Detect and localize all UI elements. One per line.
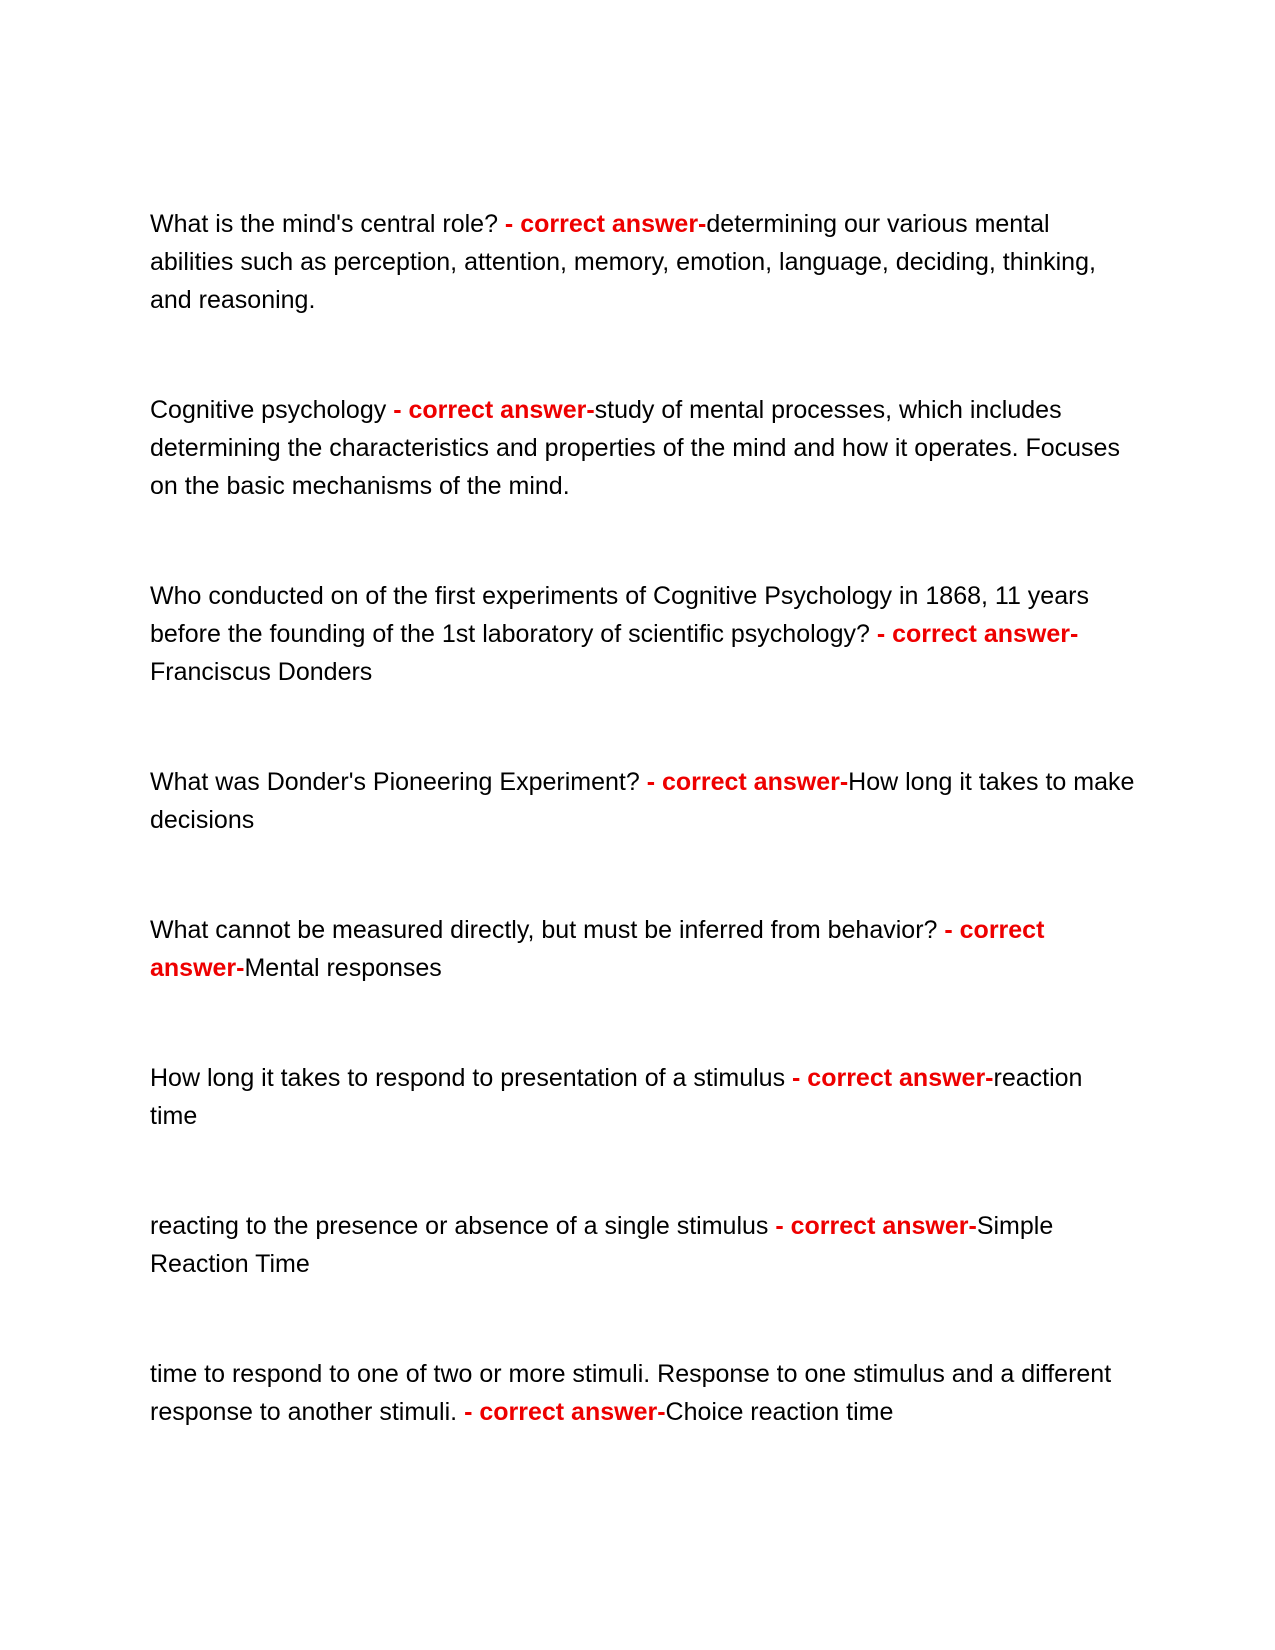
question-text: Who conducted on of the first experiments of Cognitive Psychology in 1868, 11 years before the founding of the 1st laboratory of scientific psychology? bbox=[150, 582, 1089, 648]
answer-text: Choice reaction time bbox=[665, 1398, 894, 1426]
correct-answer-marker: - correct answer- bbox=[464, 1398, 666, 1426]
answer-text: Mental responses bbox=[244, 954, 442, 982]
correct-answer-marker: - correct answer- bbox=[504, 210, 707, 238]
qa-item bbox=[150, 1059, 1135, 1135]
document-page bbox=[150, 205, 1135, 1503]
answer-text: How long it takes to make decisions bbox=[150, 768, 1135, 834]
answer-text: Franciscus Donders bbox=[150, 658, 373, 686]
answer-text: Simple Reaction Time bbox=[150, 1212, 1054, 1278]
correct-answer-marker: - correct answer- bbox=[775, 1212, 977, 1240]
correct-answer-marker: - correct answer- bbox=[876, 620, 1079, 648]
qa-item bbox=[150, 1355, 1135, 1431]
correct-answer-marker: - correct answer- bbox=[792, 1064, 994, 1092]
question-text: How long it takes to respond to presentation of a stimulus bbox=[150, 1064, 793, 1092]
qa-item bbox=[150, 577, 1135, 691]
correct-answer-marker: - correct answer- bbox=[646, 768, 849, 796]
qa-item bbox=[150, 911, 1135, 987]
question-text: Cognitive psychology bbox=[150, 396, 394, 424]
correct-answer-marker: - correct answer- bbox=[393, 396, 595, 424]
qa-item bbox=[150, 1207, 1135, 1283]
question-text: What is the mind's central role? bbox=[150, 210, 505, 238]
qa-item bbox=[150, 391, 1135, 505]
question-text: time to respond to one of two or more stimuli. Response to one stimulus and a different response to another stimuli. bbox=[150, 1360, 1112, 1426]
question-text: What cannot be measured directly, but must be inferred from behavior? bbox=[150, 916, 945, 944]
question-text: What was Donder's Pioneering Experiment? bbox=[150, 768, 647, 796]
correct-answer-marker: - correct answer- bbox=[150, 916, 1045, 982]
question-text: reacting to the presence or absence of a single stimulus bbox=[150, 1212, 776, 1240]
answer-text: determining our various mental abilities such as perception, attention, memory, emotion, language, deciding, thinking, and reasoning. bbox=[150, 210, 1096, 314]
qa-item bbox=[150, 763, 1135, 839]
answer-text: reaction time bbox=[150, 1064, 1083, 1130]
answer-text: study of mental processes, which includes determining the characteristics and properties of the mind and how it operates. Focuses on the basic mechanisms of the mind. bbox=[150, 396, 1120, 500]
qa-item bbox=[150, 205, 1135, 319]
